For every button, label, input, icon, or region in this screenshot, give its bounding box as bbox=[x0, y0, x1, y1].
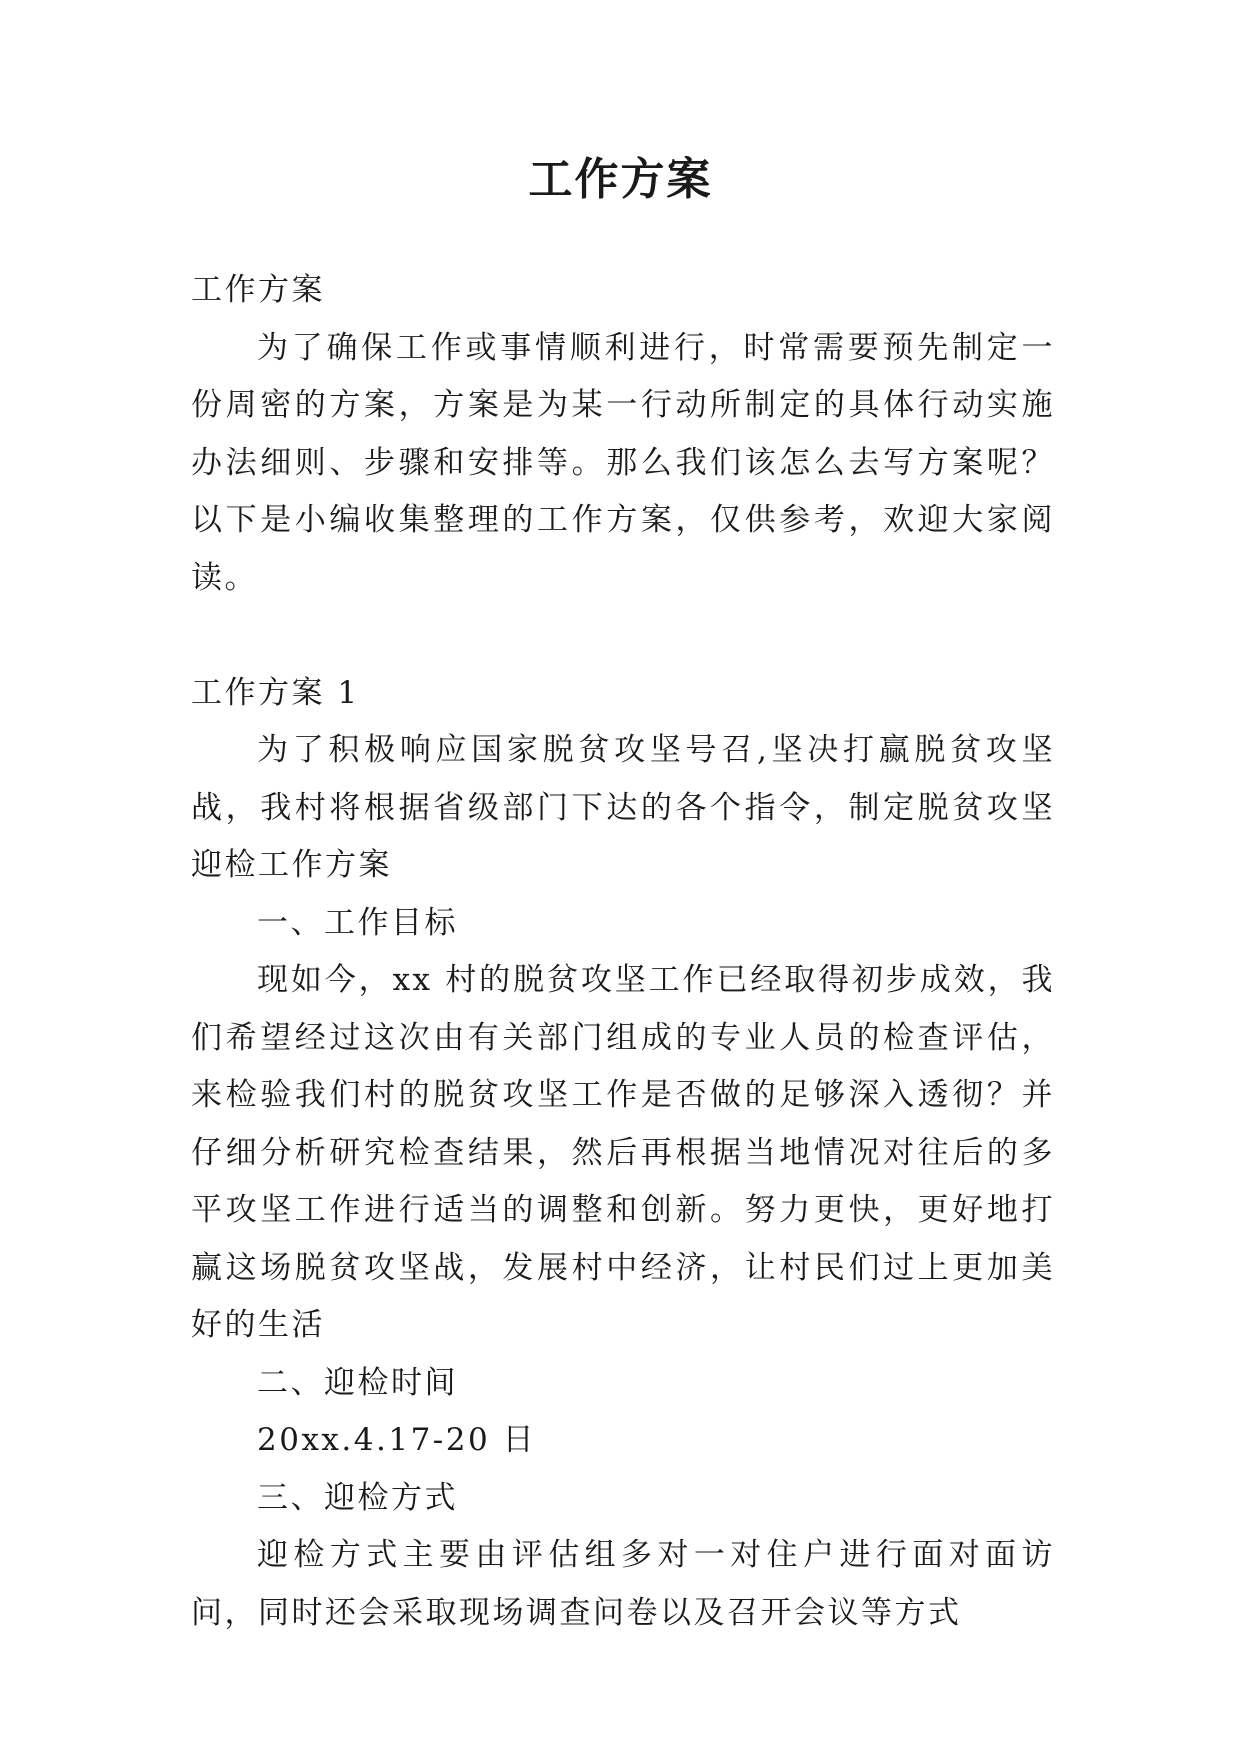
intro-paragraph: 为了确保工作或事情顺利进行，时常需要预先制定一份周密的方案，方案是为某一行动所制定的具体行动实施办法细则、步骤和安排等。那么我们该怎么去写方案呢？以下是小编收集整理的工作方案，仅供参考，欢迎大家阅读。 bbox=[191, 329, 1055, 596]
method-heading: 三、迎检方式 bbox=[257, 1479, 458, 1516]
document-title: 工作方案 bbox=[528, 154, 713, 205]
document-body bbox=[191, 262, 1055, 1642]
intro-heading: 工作方案 bbox=[191, 272, 325, 308]
time-heading: 二、迎检时间 bbox=[257, 1364, 458, 1401]
time-value: 20xx.4.17-20 日 bbox=[257, 1422, 537, 1458]
method-paragraph: 迎检方式主要由评估组多对一对住户进行面对面访问，同时还会采取现场调查问卷以及召开会议等方式 bbox=[191, 1537, 1055, 1631]
section1-heading: 工作方案 1 bbox=[191, 674, 360, 711]
goal-paragraph: 现如今，xx 村的脱贫攻坚工作已经取得初步成效，我们希望经过这次由有关部门组成的专业人员的检查评估，来检验我们村的脱贫攻坚工作是否做的足够深入透彻？并仔细分析研究检查结果，然后再根据当地情况对往后的多平攻坚工作进行适当的调整和创新。努力更快，更好地打赢这场脱贫攻坚战，发展村中经济，让村民们过上更加美好的生活 bbox=[191, 962, 1055, 1343]
goal-heading: 一、工作目标 bbox=[257, 904, 458, 941]
section1-paragraph: 为了积极响应国家脱贫攻坚号召,坚决打赢脱贫攻坚战，我村将根据省级部门下达的各个指令，制定脱贫攻坚迎检工作方案 bbox=[191, 732, 1055, 883]
paragraph-gap bbox=[191, 607, 1055, 665]
